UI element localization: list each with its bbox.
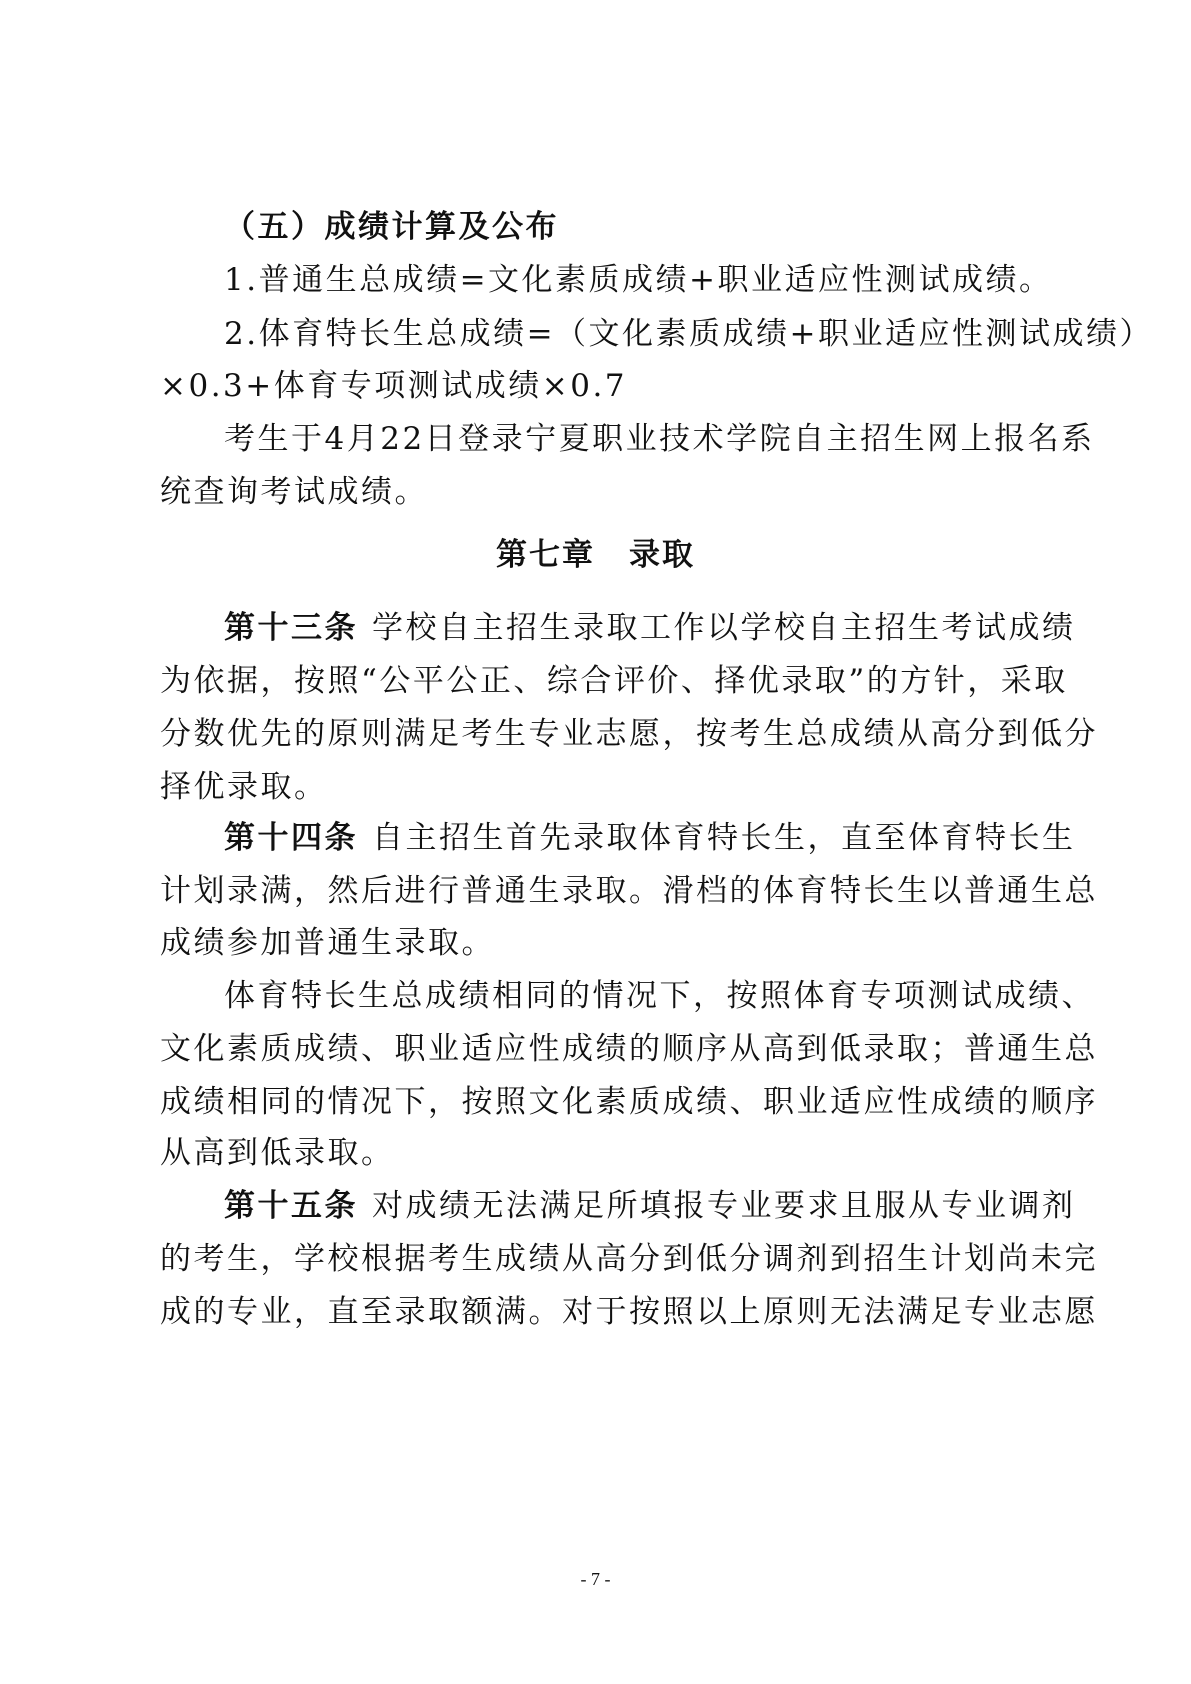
formula-line-2a: 2.体育特长生总成绩=（文化素质成绩+职业适应性测试成绩） xyxy=(224,316,1154,352)
formula-line-1: 1.普通生总成绩=文化素质成绩+职业适应性测试成绩。 xyxy=(224,262,1053,298)
article14-line-3: 成绩参加普通生录取。 xyxy=(160,925,495,961)
tiebreak-line-4: 从高到低录取。 xyxy=(160,1135,395,1171)
article13-label: 第十三条 xyxy=(224,610,358,646)
article14-label: 第十四条 xyxy=(224,820,358,856)
chapter-title: 录取 xyxy=(629,537,695,573)
article13-line-4: 择优录取。 xyxy=(160,769,328,805)
tiebreak-line-3: 成绩相同的情况下，按照文化素质成绩、职业适应性成绩的顺序 xyxy=(160,1084,1098,1120)
page-number: - 7 - xyxy=(580,1569,611,1589)
tiebreak-line-2: 文化素质成绩、职业适应性成绩的顺序从高到低录取；普通生总 xyxy=(160,1031,1098,1067)
article15-text-1: 对成绩无法满足所填报专业要求且服从专业调剂 xyxy=(372,1188,1076,1224)
article13-text-1: 学校自主招生录取工作以学校自主招生考试成绩 xyxy=(372,610,1076,646)
section-heading: （五）成绩计算及公布 xyxy=(224,209,559,245)
article14-line-1 xyxy=(224,818,1076,858)
notice-line-1: 考生于4月22日登录宁夏职业技术学院自主招生网上报名系 xyxy=(224,421,1095,457)
formula-line-2b: ×0.3+体育专项测试成绩×0.7 xyxy=(160,368,628,404)
article13-line-2: 为依据，按照“公平公正、综合评价、择优录取”的方针，采取 xyxy=(160,663,1068,699)
article15-line-1 xyxy=(224,1186,1076,1226)
article15-line-2: 的考生，学校根据考生成绩从高分到低分调剂到招生计划尚未完 xyxy=(160,1241,1098,1277)
article13-line-3: 分数优先的原则满足考生专业志愿，按考生总成绩从高分到低分 xyxy=(160,716,1098,752)
chapter-heading xyxy=(0,535,1191,575)
article14-text-1: 自主招生首先录取体育特长生，直至体育特长生 xyxy=(372,820,1076,856)
article14-line-2: 计划录满，然后进行普通生录取。滑档的体育特长生以普通生总 xyxy=(160,873,1098,909)
notice-line-2: 统查询考试成绩。 xyxy=(160,474,428,510)
article15-line-3: 成的专业，直至录取额满。对于按照以上原则无法满足专业志愿 xyxy=(160,1294,1098,1330)
tiebreak-line-1: 体育特长生总成绩相同的情况下，按照体育专项测试成绩、 xyxy=(224,978,1095,1014)
article13-line-1 xyxy=(224,608,1076,648)
article15-label: 第十五条 xyxy=(224,1188,358,1224)
chapter-label: 第七章 xyxy=(496,537,595,573)
